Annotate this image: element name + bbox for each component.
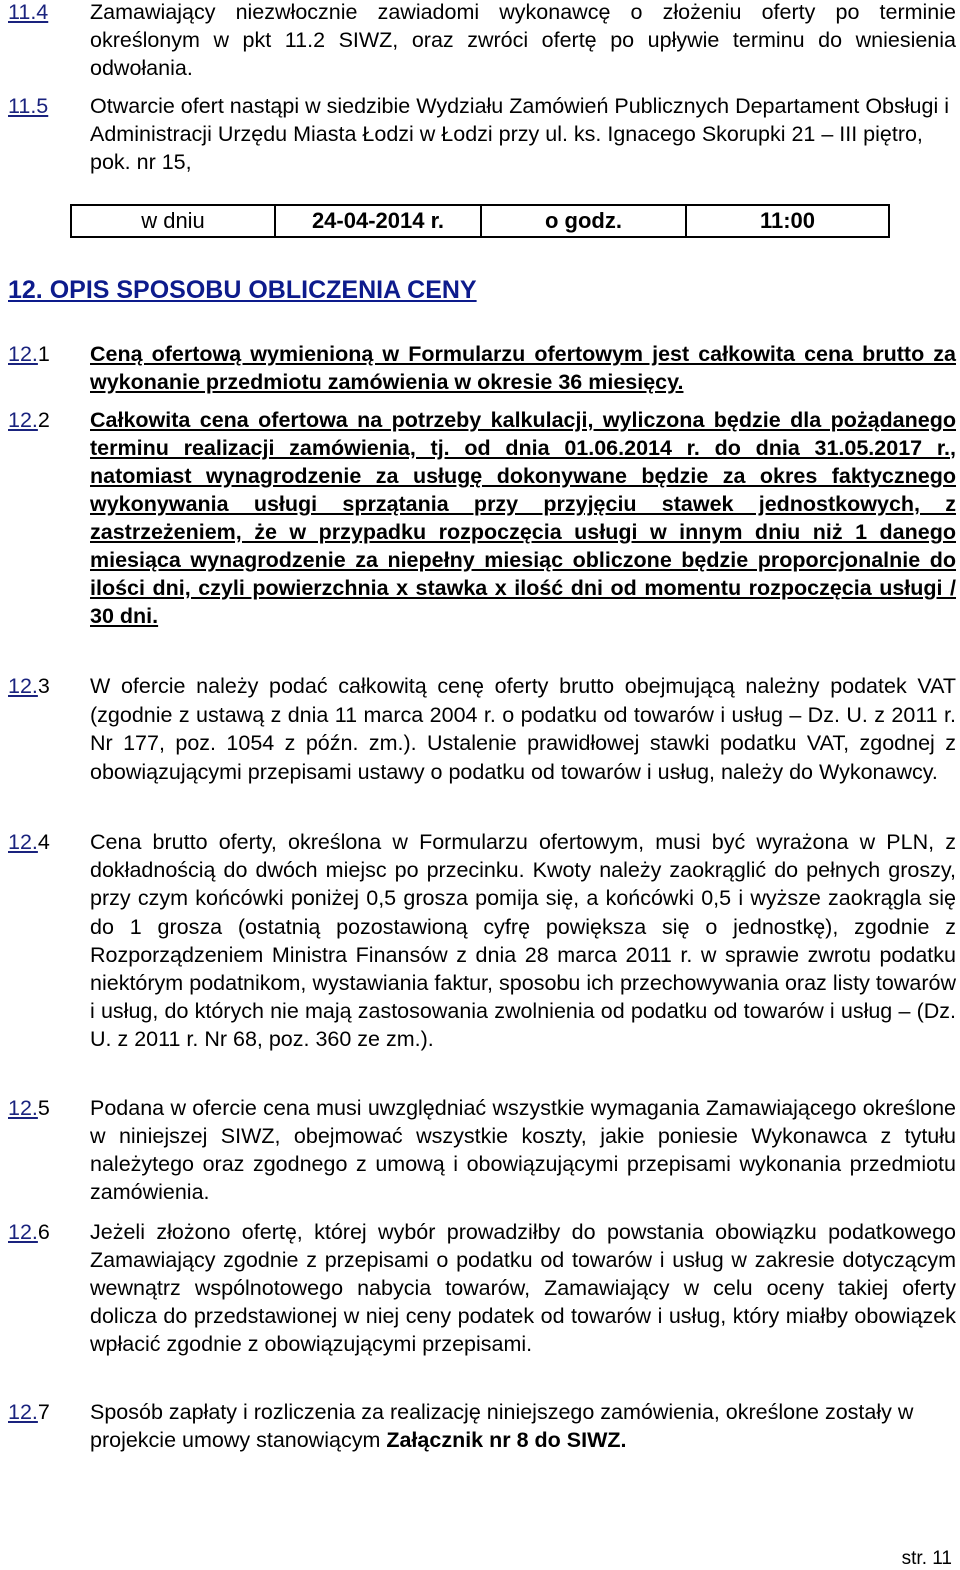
section-text — [90, 1398, 956, 1454]
section-text: Ceną ofertową wymienioną w Formularzu ofertowym jest całkowita cena brutto za wykonanie przedmiotu zamówienia w okresie 36 miesięcy. — [90, 342, 956, 394]
opening-time: 11:00 — [759, 208, 816, 233]
section-text: Zamawiający niezwłocznie zawiadomi wykonawcę o złożeniu oferty po terminie określonym w pkt 11.2 SIWZ, oraz zwróci ofertę po upływie terminu do wniesienia odwołania. — [90, 0, 956, 80]
section-number-link: 12. — [8, 408, 38, 432]
attachment-reference: Załącznik nr 8 do SIWZ. — [386, 1428, 627, 1452]
day-label: w dniu — [72, 206, 276, 236]
section-number-link: 12. — [8, 1400, 38, 1424]
section-text: Cena brutto oferty, określona w Formularzu ofertowym, musi być wyrażona w PLN, z dokładnością do dwóch miejsc po przecinku. Kwoty należy zaokrąglić do pełnych groszy, przy czym końcówki poniżej 0,5 grosza pomija się, a końcówki 0,5 i wyższe zaokrągla się do 1 grosza (ostatnią pozostawioną cyfrę powiększa się o jednostkę), zgodnie z Rozporządzeniem Ministra Finansów z dnia 28 marca 2011 r. w sprawie zwrotu podatku niektórym podatnikom, wystawiania faktur, sposobu ich przechowywania oraz listy towarów i usług, do których nie mają zastosowania zwolnienia od podatku od towarów i usług – (Dz. U. z 2011 r. Nr 68, poz. 360 ze zm.). — [90, 830, 956, 1052]
section-text-bold: Całkowita cena ofertowa na potrzeby kalkulacji, wyliczona będzie dla pożądanego terminu realizacji zamówienia, tj. od dnia 01.06.2014 r. do dnia 31.05.2017 r. — [90, 408, 956, 460]
section-text: Otwarcie ofert nastąpi w siedzibie Wydziału Zamówień Publicznych Departament Obsługi i Administracji Urzędu Miasta Łodzi w Łodzi przy ul. ks. Ignacego Skorupki 21 – III piętro, pok. nr 15, — [90, 94, 949, 174]
section-12-5 — [8, 1094, 956, 1206]
section-number — [8, 92, 88, 120]
section-12-3 — [8, 672, 956, 786]
section-12-2 — [8, 406, 956, 630]
section-number — [8, 672, 88, 701]
section-12-7 — [8, 1398, 956, 1454]
section-number — [8, 828, 88, 856]
section-number-link: 11.5 — [8, 94, 49, 118]
section-number — [8, 0, 88, 26]
section-11-5 — [8, 92, 956, 176]
section-12-1 — [8, 340, 956, 396]
section-12-heading: 12. OPIS SPOSOBU OBLICZENIA CENY — [8, 276, 477, 304]
opening-date: 24-04-2014 r. — [276, 206, 482, 236]
page-number: str. 11 — [901, 1548, 952, 1569]
section-number-suffix: 5 — [37, 1096, 50, 1120]
section-number-suffix: 2 — [37, 408, 50, 432]
section-number — [8, 406, 88, 434]
section-number — [8, 1398, 88, 1426]
opening-date-table — [70, 204, 890, 238]
section-number-suffix: 6 — [37, 1220, 50, 1244]
section-number-suffix: 7 — [37, 1400, 50, 1424]
section-number-suffix: 3 — [37, 674, 50, 698]
section-text: Jeżeli złożono ofertę, której wybór prowadziłby do powstania obowiązku podatkowego Zamawiający zgodnie z przepisami o podatku od towarów i usług w zakresie dotyczącym wewnątrz wspólnotowego nabycia towarów, Zamawiający w celu oceny takiej oferty dolicza do przedstawionej w niej ceny podatek od towarów i usług, który miałby obowiązek wpłacić zgodnie z obowiązującymi przepisami. — [90, 1220, 956, 1356]
section-text: W ofercie należy podać całkowitą cenę oferty brutto obejmującą należny podatek VAT (zgodnie z ustawą z dnia 11 marca 2004 r. o podatku od towarów i usług – Dz. U. z 2011 r. Nr 177, poz. 1054 z późn. zm.). Ustalenie prawidłowej stawki podatku VAT, zgodnej z obowiązującymi przepisami ustawy o podatku od towarów i usług, należy do Wykonawcy. — [90, 674, 956, 784]
section-number — [8, 1094, 88, 1122]
section-text-plain: Sposób zapłaty i rozliczenia za realizację niniejszego zamówienia, określone zostały w projekcie umowy stanowiącym — [90, 1400, 914, 1452]
section-11-4 — [8, 0, 956, 82]
section-number-suffix: 4 — [37, 830, 50, 854]
section-number-suffix: 1 — [37, 342, 50, 366]
section-number-link: 12. — [8, 1220, 38, 1244]
section-12-4 — [8, 828, 956, 1054]
section-number-link: 11.4 — [8, 0, 49, 24]
section-text-rest: , natomiast wynagrodzenie za usługę dokonywane będzie za okres faktycznego wykonywania usługi sprzątania przy przyjęciu stawek jednostkowych, z zastrzeżeniem, że w przypadku rozpoczęcia usługi w innym dniu niż 1 danego miesiąca wynagrodzenie za niepełny miesiąc obliczone będzie proporcjonalnie do ilości dni, czyli powierzchnia x stawka x ilość dni od momentu rozpoczęcia usługi / 30 dni. — [90, 436, 956, 628]
time-label: o godz. — [482, 206, 687, 236]
section-number-link: 12. — [8, 1096, 38, 1120]
section-12-6 — [8, 1218, 956, 1358]
section-number-link: 12. — [8, 342, 38, 366]
section-number-link: 12. — [8, 830, 38, 854]
section-text — [90, 406, 956, 630]
section-number — [8, 1218, 88, 1246]
section-text: Podana w ofercie cena musi uwzględniać wszystkie wymagania Zamawiającego określone w niniejszej SIWZ, obejmować wszystkie koszty, jakie poniesie Wykonawca z tytułu należytego oraz zgodnego z umową i obowiązującymi przepisami wykonania przedmiotu zamówienia. — [90, 1096, 956, 1204]
section-number — [8, 340, 88, 368]
section-number-link: 12. — [8, 674, 38, 698]
